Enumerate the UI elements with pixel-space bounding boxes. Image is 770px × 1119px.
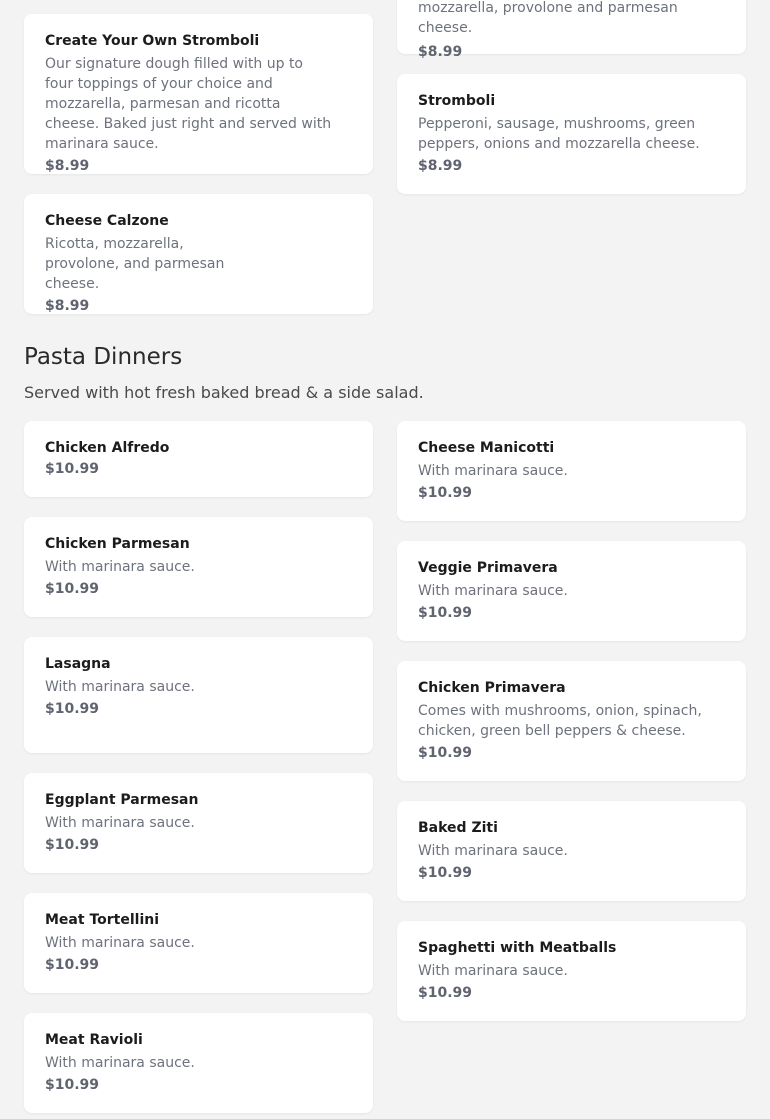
menu-item-description: Comes with mushrooms, onion, spinach, chicken, green bell peppers & cheese. [418, 703, 702, 739]
menu-item-description: With marinara sauce. [418, 463, 568, 479]
menu-item-description: With marinara sauce. [45, 815, 195, 831]
menu-item-price: $10.99 [418, 605, 473, 621]
menu-item-card[interactable] [24, 194, 373, 314]
menu-item-price: $10.99 [418, 485, 473, 501]
menu-item-card[interactable] [24, 517, 373, 617]
menu-item-card[interactable] [24, 421, 373, 497]
menu-item-price: $10.99 [418, 865, 473, 881]
menu-item-card[interactable] [24, 14, 373, 174]
menu-item-price: $10.99 [418, 985, 473, 1001]
menu-item-name: Veggie Primavera [418, 560, 558, 576]
menu-item-card[interactable] [397, 541, 746, 641]
menu-item-card[interactable] [397, 421, 746, 521]
menu-item-name: Meat Ravioli [45, 1032, 143, 1048]
menu-item-name: Cheese Calzone [45, 213, 169, 229]
menu-item-description: Pepperoni, sausage, mushrooms, green peppers, onions and mozzarella cheese. [418, 116, 700, 152]
menu-item-description: mozzarella, provolone and parmesan cheese. [418, 0, 678, 36]
menu-item-card[interactable] [397, 74, 746, 194]
menu-item-name: Chicken Parmesan [45, 536, 190, 552]
menu-item-description: Ricotta, mozzarella, provolone, and parmesan cheese. [45, 236, 225, 292]
menu-item-card[interactable] [24, 637, 373, 753]
menu-item-description: With marinara sauce. [45, 559, 195, 575]
menu-item-name: Spaghetti with Meatballs [418, 940, 617, 956]
menu-item-name: Eggplant Parmesan [45, 792, 199, 808]
menu-item-name: Chicken Alfredo [45, 440, 170, 456]
menu-item-price: $10.99 [45, 701, 100, 717]
menu-item-price: $8.99 [418, 44, 463, 60]
menu-item-description: With marinara sauce. [418, 843, 568, 859]
menu-item-price: $8.99 [45, 158, 90, 174]
menu-item-name: Meat Tortellini [45, 912, 160, 928]
menu-item-name: Chicken Primavera [418, 680, 566, 696]
menu-item-card[interactable] [24, 1013, 373, 1113]
menu-item-card[interactable] [397, 801, 746, 901]
menu-item-price: $10.99 [418, 745, 473, 761]
menu-item-price: $10.99 [45, 957, 100, 973]
section-title: Pasta Dinners [24, 344, 183, 370]
menu-item-name: Cheese Manicotti [418, 440, 555, 456]
menu-item-price: $10.99 [45, 461, 100, 477]
menu-item-name: Stromboli [418, 93, 496, 109]
menu-item-price: $10.99 [45, 1077, 100, 1093]
menu-item-description: With marinara sauce. [418, 963, 568, 979]
menu-item-price: $10.99 [45, 581, 100, 597]
menu-item-card[interactable] [24, 893, 373, 993]
menu-item-price: $8.99 [418, 158, 463, 174]
menu-item-card[interactable] [397, 661, 746, 781]
menu-item-card[interactable] [24, 773, 373, 873]
menu-item-price: $8.99 [45, 298, 90, 314]
menu-item-description: With marinara sauce. [418, 583, 568, 599]
menu-item-price: $10.99 [45, 837, 100, 853]
menu-item-card[interactable] [397, 0, 746, 60]
menu-item-name: Baked Ziti [418, 820, 498, 836]
menu-item-name: Create Your Own Stromboli [45, 33, 260, 49]
menu-item-name: Lasagna [45, 656, 111, 672]
menu-item-description: Our signature dough filled with up to four toppings of your choice and mozzarella, parmesan and ricotta cheese. Baked just right and served with marinara sauce. [45, 56, 332, 152]
menu-item-description: With marinara sauce. [45, 935, 195, 951]
menu-item-card[interactable] [397, 921, 746, 1021]
menu-item-description: With marinara sauce. [45, 1055, 195, 1071]
menu-item-description: With marinara sauce. [45, 679, 195, 695]
section-subtitle: Served with hot fresh baked bread & a side salad. [24, 383, 424, 402]
